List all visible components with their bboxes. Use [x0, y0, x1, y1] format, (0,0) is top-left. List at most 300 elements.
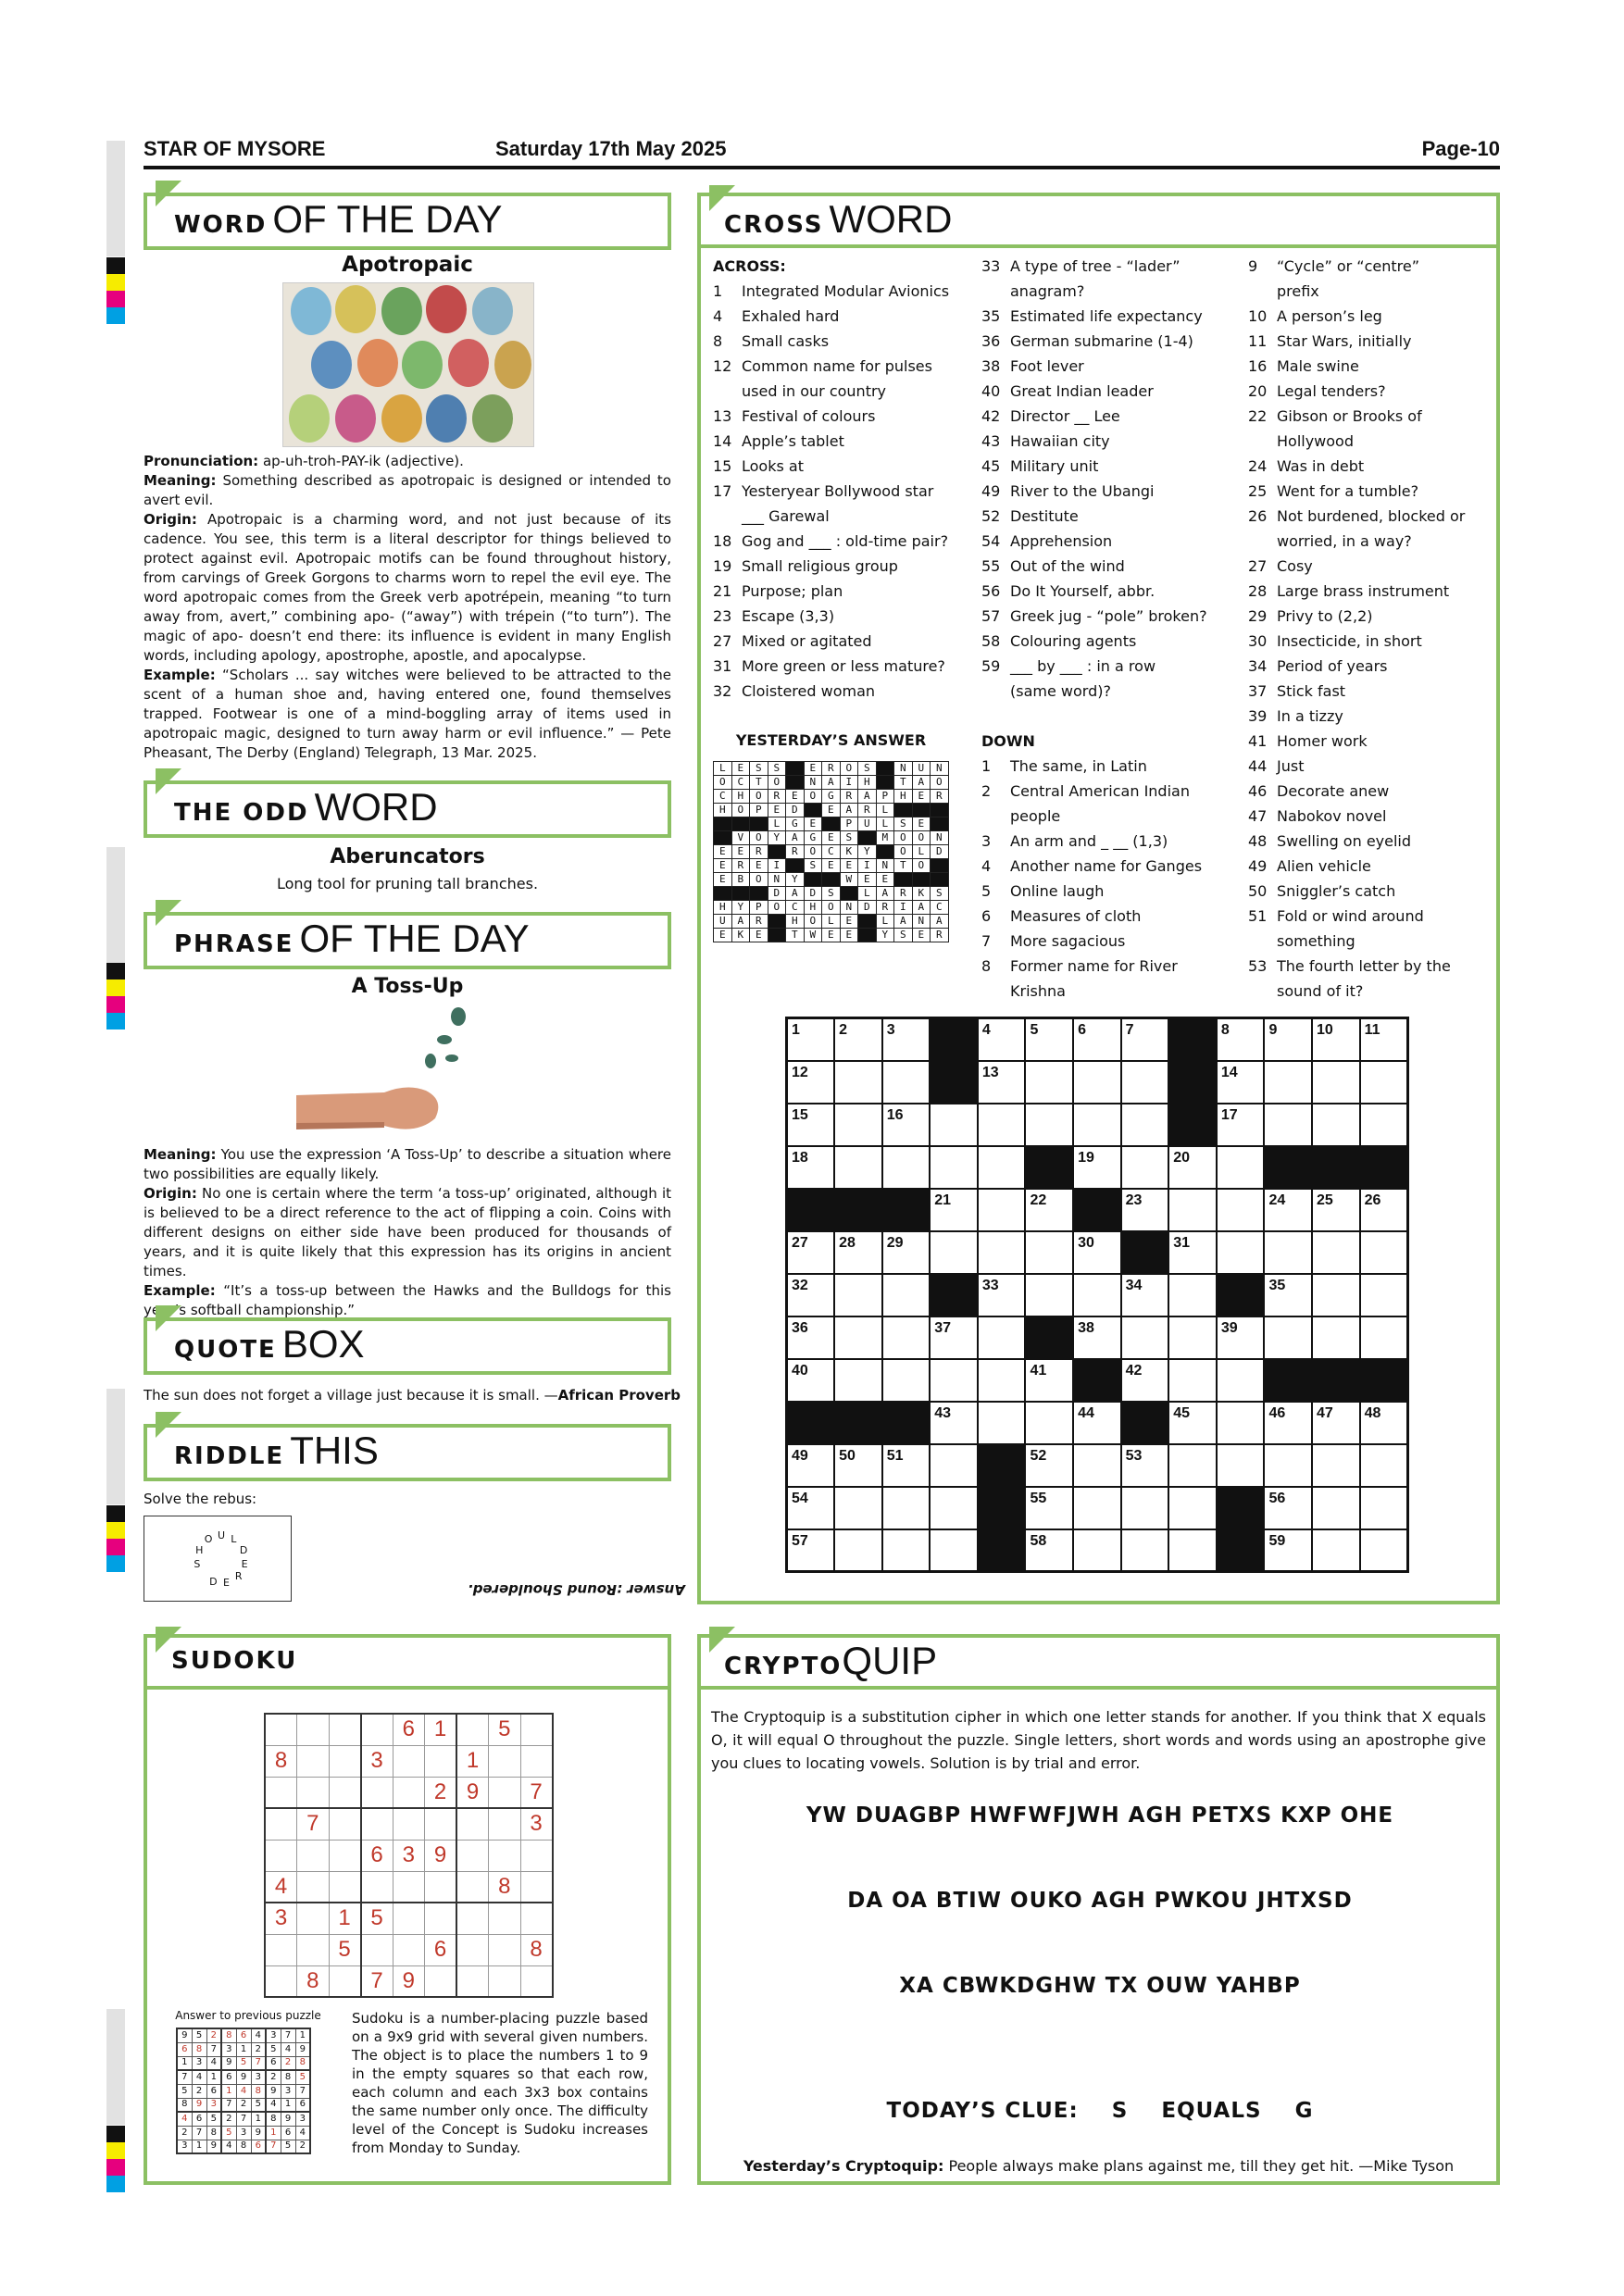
clue-text: Not burdened, blocked or: [1277, 507, 1466, 525]
prev-sudoku-cell: 4: [295, 2126, 310, 2140]
sudoku-cell[interactable]: [489, 1965, 521, 1997]
registration-mark: [106, 2126, 125, 2142]
answer-cell: E: [731, 845, 750, 859]
grid-cell: [930, 1359, 978, 1402]
clue-row: [1248, 729, 1498, 754]
answer-cell: R: [876, 901, 894, 915]
grid-cell: [834, 1316, 882, 1359]
sudoku-cell[interactable]: [425, 1871, 457, 1903]
phrase-origin: No one is certain where the term ‘a toss-up’ originated, although it is believed to be a direct reference to the act of flipping a coin. Coins with different designs on either side have been produced for thousands of years, and it is quite likely that this expression has its origins in ancient times.: [144, 1185, 671, 1279]
grid-cell: 43: [930, 1402, 978, 1444]
answer-cell: E: [750, 929, 768, 942]
black-square: [1264, 1359, 1312, 1402]
answer-black-square: [876, 776, 894, 790]
clue-row: [713, 554, 981, 579]
grid-cell: 40: [787, 1359, 835, 1402]
clue-number: [1248, 429, 1277, 454]
yesterday-answer-grid: [713, 761, 949, 942]
grid-cell: [978, 1189, 1026, 1231]
sudoku-cell[interactable]: [489, 1745, 521, 1777]
sudoku-cell[interactable]: 3: [393, 1840, 425, 1871]
sudoku-cell[interactable]: [297, 1714, 330, 1745]
prev-sudoku-cell: 7: [221, 2098, 236, 2112]
answer-cell: C: [822, 845, 841, 859]
sudoku-cell[interactable]: [297, 1745, 330, 1777]
black-square: [787, 1402, 835, 1444]
answer-cell: Y: [858, 845, 877, 859]
sudoku-cell[interactable]: [265, 1934, 297, 1965]
clue-text: used in our country: [742, 382, 887, 400]
clue-row: [981, 404, 1241, 429]
clue-row: [713, 354, 981, 379]
sudoku-cell[interactable]: [361, 1934, 394, 1965]
clue-number: 44: [1248, 757, 1268, 775]
clue-text: worried, in a way?: [1277, 532, 1412, 550]
sudoku-cell[interactable]: 5: [329, 1934, 361, 1965]
grid-cell: [978, 1359, 1026, 1402]
clue-text: In a tizzy: [1277, 707, 1343, 725]
clue-text: Military unit: [1010, 457, 1099, 475]
clue-number: 17: [713, 482, 732, 500]
sudoku-cell[interactable]: 8: [520, 1934, 553, 1965]
clue-row: [981, 854, 1241, 879]
clue-row: [1248, 579, 1498, 604]
clue-text: sound of it?: [1277, 982, 1364, 1000]
sudoku-cell[interactable]: [265, 1808, 297, 1840]
across-clues-col2: [981, 254, 1241, 1004]
grid-cell: 52: [1025, 1444, 1073, 1487]
sudoku-cell[interactable]: [425, 1965, 457, 1997]
sudoku-cell[interactable]: [393, 1745, 425, 1777]
sudoku-cell[interactable]: [456, 1965, 489, 1997]
grid-cell: [1264, 1061, 1312, 1104]
answer-cell: R: [931, 929, 949, 942]
rebus-letter: O: [204, 1533, 213, 1546]
prev-sudoku-cell: 3: [192, 2056, 206, 2070]
clue-text: Small casks: [742, 332, 830, 350]
sudoku-cell[interactable]: [297, 1871, 330, 1903]
sudoku-cell[interactable]: [456, 1903, 489, 1934]
sudoku-cell[interactable]: [361, 1714, 394, 1745]
black-square: [1360, 1359, 1408, 1402]
grid-cell: 19: [1073, 1146, 1121, 1189]
answer-black-square: [912, 873, 931, 887]
answer-black-square: [931, 859, 949, 873]
answer-cell: R: [768, 790, 786, 804]
sudoku-cell[interactable]: [425, 1903, 457, 1934]
clue-row: [713, 429, 981, 454]
sudoku-cell[interactable]: 7: [361, 1965, 394, 1997]
answer-cell: L: [714, 762, 732, 776]
prev-sudoku-cell: 2: [251, 2042, 266, 2056]
sudoku-cell[interactable]: [393, 1871, 425, 1903]
answer-black-square: [840, 887, 858, 901]
clue-row: [713, 379, 981, 404]
clue-row: [1248, 304, 1498, 329]
answer-black-square: [804, 873, 822, 887]
grid-cell: [1312, 1529, 1360, 1572]
grid-cell: [1121, 1487, 1169, 1529]
grid-cell: [834, 1061, 882, 1104]
prev-sudoku-cell: 3: [251, 2070, 266, 2084]
registration-mark: [106, 2159, 125, 2176]
sudoku-cell[interactable]: [520, 1871, 553, 1903]
answer-black-square: [822, 817, 841, 831]
registration-mark: [106, 980, 125, 996]
grid-cell: [1264, 1104, 1312, 1146]
clue-row: [713, 579, 981, 604]
clue-row: [981, 779, 1241, 804]
cryptoquip-intro: The Cryptoquip is a substitution cipher in which one letter stands for another. If you think that X equals O, it will equal O throughout the puzzle. Single letters, short words and words using an apostrophe give you clues to locating vowels. Solution is by trial and error.: [711, 1708, 1486, 1772]
prev-sudoku-cell: 2: [295, 2140, 310, 2153]
answer-cell: K: [840, 845, 858, 859]
clue-text: Foot lever: [1010, 357, 1084, 375]
grid-cell: [1121, 1061, 1169, 1104]
prev-sudoku-cell: 7: [251, 2056, 266, 2070]
clue-row: [713, 529, 981, 554]
answer-cell: D: [804, 887, 822, 901]
clue-number: 20: [1248, 382, 1268, 400]
prev-sudoku-cell: 1: [206, 2070, 221, 2084]
clue-number: 27: [1248, 557, 1268, 575]
clue-number: 32: [713, 682, 732, 700]
sudoku-cell[interactable]: [489, 1934, 521, 1965]
sudoku-cell[interactable]: [329, 1965, 361, 1997]
clue-number: 4: [981, 857, 992, 875]
header-rule: [144, 166, 1500, 169]
answer-black-square: [731, 887, 750, 901]
grid-cell: [930, 1104, 978, 1146]
grid-cell: [1360, 1104, 1408, 1146]
sudoku-cell[interactable]: [265, 1714, 297, 1745]
clue-number: 41: [1248, 732, 1268, 750]
clue-row: [713, 279, 981, 304]
answer-cell: A: [931, 915, 949, 929]
clue-number: 25: [1248, 482, 1268, 500]
prev-sudoku-cell: 6: [177, 2042, 192, 2056]
sudoku-cell[interactable]: [456, 1934, 489, 1965]
answer-cell: E: [840, 915, 858, 929]
sudoku-cell[interactable]: [297, 1840, 330, 1871]
black-square: [930, 1018, 978, 1061]
clue-number: 54: [981, 532, 1001, 550]
word-of-day-title: WORD OF THE DAY: [174, 197, 503, 241]
sudoku-cell[interactable]: [297, 1934, 330, 1965]
sudoku-cell[interactable]: 9: [425, 1840, 457, 1871]
answer-black-square: [876, 845, 894, 859]
answer-cell: E: [858, 873, 877, 887]
grid-cell: 44: [1073, 1402, 1121, 1444]
answer-cell: A: [858, 790, 877, 804]
sudoku-cell[interactable]: 5: [489, 1714, 521, 1745]
registration-mark: [106, 257, 125, 274]
sudoku-cell[interactable]: [489, 1808, 521, 1840]
clue-row: [1248, 804, 1498, 829]
sudoku-cell[interactable]: 6: [393, 1714, 425, 1745]
sudoku-cell[interactable]: [297, 1777, 330, 1808]
sudoku-cell[interactable]: [456, 1808, 489, 1840]
grid-cell: [882, 1359, 931, 1402]
sudoku-cell[interactable]: 8: [489, 1871, 521, 1903]
sudoku-cell[interactable]: [520, 1714, 553, 1745]
sudoku-cell[interactable]: [329, 1714, 361, 1745]
prev-sudoku-cell: 7: [236, 2112, 251, 2126]
sudoku-cell[interactable]: 9: [456, 1777, 489, 1808]
prev-sudoku-cell: 9: [221, 2056, 236, 2070]
grid-cell: 42: [1121, 1359, 1169, 1402]
answer-cell: S: [804, 859, 822, 873]
grid-cell: 57: [787, 1529, 835, 1572]
grid-cell: 55: [1025, 1487, 1073, 1529]
clue-text: Apple’s tablet: [742, 432, 844, 450]
grid-cell: 41: [1025, 1359, 1073, 1402]
answer-cell: O: [750, 790, 768, 804]
yesterday-cryptoquip: Yesterday’s Cryptoquip: People always make plans against me, till they get hit. —Mike Tyson: [743, 2157, 1455, 2175]
answer-cell: H: [714, 804, 732, 817]
clue-number: 15: [713, 457, 732, 475]
clue-text: Apprehension: [1010, 532, 1113, 550]
grid-cell: [1121, 1146, 1169, 1189]
odd-word-definition: Long tool for pruning tall branches.: [276, 875, 539, 892]
answer-cell: D: [858, 901, 877, 915]
sudoku-cell[interactable]: 8: [297, 1965, 330, 1997]
black-square: [1168, 1061, 1217, 1104]
answer-cell: K: [731, 929, 750, 942]
across-clues-col1: [713, 254, 981, 704]
black-square: [834, 1402, 882, 1444]
answer-black-square: [786, 762, 805, 776]
prev-sudoku-cell: 9: [177, 2028, 192, 2042]
sudoku-cell[interactable]: [393, 1808, 425, 1840]
clue-text: Another name for Ganges: [1010, 857, 1203, 875]
rebus-letter: H: [195, 1543, 204, 1556]
answer-cell: S: [894, 929, 913, 942]
clue-number: 58: [981, 632, 1001, 650]
prev-sudoku-cell: 7: [206, 2042, 221, 2056]
answer-cell: A: [876, 887, 894, 901]
prev-sudoku-cell: 6: [251, 2140, 266, 2153]
prev-sudoku-cell: 5: [295, 2070, 310, 2084]
prev-sudoku-cell: 6: [281, 2126, 295, 2140]
phrase-text: A Toss-Up: [351, 975, 464, 998]
answer-cell: N: [912, 915, 931, 929]
prev-sudoku-cell: 2: [221, 2112, 236, 2126]
clue-text: Colouring agents: [1010, 632, 1137, 650]
sudoku-cell[interactable]: [520, 1840, 553, 1871]
clue-text: Festival of colours: [742, 407, 876, 425]
clue-text: Hollywood: [1277, 432, 1354, 450]
grid-cell: 53: [1121, 1444, 1169, 1487]
grid-cell: 6: [1073, 1018, 1121, 1061]
clue-row: [1248, 379, 1498, 404]
prev-sudoku-cell: 4: [281, 2042, 295, 2056]
answer-cell: V: [731, 831, 750, 845]
clue-text: More sagacious: [1010, 932, 1126, 950]
clue-text: Legal tenders?: [1277, 382, 1386, 400]
sudoku-cell[interactable]: [393, 1903, 425, 1934]
clue-row: [981, 254, 1241, 279]
sudoku-cell[interactable]: [489, 1777, 521, 1808]
grid-cell: 54: [787, 1487, 835, 1529]
registration-mark: [106, 996, 125, 1013]
clue-text: Was in debt: [1277, 457, 1365, 475]
sudoku-cell[interactable]: 7: [297, 1808, 330, 1840]
grid-cell: 49: [787, 1444, 835, 1487]
sudoku-cell[interactable]: [265, 1965, 297, 1997]
sudoku-cell[interactable]: 2: [425, 1777, 457, 1808]
sudoku-cell[interactable]: 9: [393, 1965, 425, 1997]
grid-cell: [882, 1274, 931, 1316]
clue-text: Male swine: [1277, 357, 1359, 375]
sudoku-cell[interactable]: [393, 1934, 425, 1965]
clue-text: An arm and _ __ (1,3): [1010, 832, 1168, 850]
prev-sudoku-cell: 1: [281, 2098, 295, 2112]
sudoku-cell[interactable]: [393, 1777, 425, 1808]
phrase-body: Meaning: You use the expression ‘A Toss-Up’ to describe a situation where two possibilities are equally likely. Origin: No one is certain where the term ‘a toss-up’ originated, although it is believed to be a direct reference to the act of flipping a coin. Coins with different designs on either side have been produced for thousands of years, and it is quite likely that this expression has its origins in ancient times. Example: “It’s a toss-up between the Hawks and the Bulldogs for this year’s softball championship.”: [144, 1146, 671, 1318]
grid-cell: [882, 1146, 931, 1189]
prev-sudoku-cell: 2: [206, 2028, 221, 2042]
sudoku-cell[interactable]: 1: [425, 1714, 457, 1745]
sudoku-cell[interactable]: [265, 1777, 297, 1808]
sudoku-cell[interactable]: [329, 1745, 361, 1777]
answer-cell: I: [768, 859, 786, 873]
prev-sudoku-cell: 1: [221, 2084, 236, 2098]
prev-sudoku-cell: 9: [236, 2070, 251, 2084]
sudoku-cell[interactable]: [329, 1808, 361, 1840]
sudoku-cell[interactable]: [361, 1871, 394, 1903]
clue-row: [981, 754, 1241, 779]
registration-bar: [106, 847, 125, 963]
grid-cell: [834, 1359, 882, 1402]
sudoku-cell[interactable]: [489, 1840, 521, 1871]
prev-sudoku-cell: 1: [177, 2056, 192, 2070]
answer-cell: O: [931, 776, 949, 790]
answer-cell: P: [840, 817, 858, 831]
grid-cell: [978, 1104, 1026, 1146]
sudoku-cell[interactable]: 5: [361, 1903, 394, 1934]
sudoku-cell[interactable]: [520, 1965, 553, 1997]
sudoku-cell[interactable]: [456, 1714, 489, 1745]
sudoku-cell[interactable]: [329, 1777, 361, 1808]
prev-sudoku-cell: 7: [266, 2140, 281, 2153]
black-square: [1073, 1189, 1121, 1231]
prev-sudoku-cell: 3: [295, 2112, 310, 2126]
sudoku-cell[interactable]: [520, 1903, 553, 1934]
sudoku-cell[interactable]: [329, 1840, 361, 1871]
clue-text: Stick fast: [1277, 682, 1346, 700]
prev-sudoku-cell: 8: [192, 2042, 206, 2056]
answer-cell: O: [768, 776, 786, 790]
answer-black-square: [768, 929, 786, 942]
sudoku-cell[interactable]: [489, 1903, 521, 1934]
grid-cell: [1217, 1231, 1265, 1274]
sudoku-cell[interactable]: [265, 1840, 297, 1871]
sudoku-cell[interactable]: [456, 1871, 489, 1903]
grid-cell: [1312, 1061, 1360, 1104]
sudoku-cell[interactable]: 3: [520, 1808, 553, 1840]
sudoku-cell[interactable]: 6: [425, 1934, 457, 1965]
sudoku-cell[interactable]: [520, 1745, 553, 1777]
clue-number: 30: [1248, 632, 1268, 650]
quote-text: The sun does not forget a village just because it is small. —African Proverb: [144, 1387, 681, 1404]
clue-row: [981, 579, 1241, 604]
clue-number: 48: [1248, 832, 1268, 850]
odd-word: Aberuncators: [330, 845, 485, 868]
answer-cell: A: [894, 915, 913, 929]
clue-number: 45: [981, 457, 1001, 475]
clue-number: 7: [981, 932, 992, 950]
answer-cell: S: [894, 817, 913, 831]
prev-sudoku-cell: 6: [266, 2056, 281, 2070]
grid-cell: [1217, 1444, 1265, 1487]
clue-number: 19: [713, 557, 732, 575]
grid-cell: [834, 1529, 882, 1572]
sudoku-cell[interactable]: 7: [520, 1777, 553, 1808]
clue-text: (same word)?: [1010, 682, 1111, 700]
black-square: [882, 1189, 931, 1231]
clue-number: 18: [713, 532, 732, 550]
grid-cell: 46: [1264, 1402, 1312, 1444]
sudoku-cell[interactable]: 8: [265, 1745, 297, 1777]
grid-cell: [1360, 1487, 1408, 1529]
grid-cell: [930, 1444, 978, 1487]
clue-text: German submarine (1-4): [1010, 332, 1193, 350]
answer-cell: I: [858, 859, 877, 873]
word-of-day-word: Apotropaic: [342, 253, 473, 277]
answer-cell: H: [804, 901, 822, 915]
clue-number: 51: [1248, 907, 1268, 925]
sudoku-cell[interactable]: [297, 1903, 330, 1934]
grid-cell: [1168, 1529, 1217, 1572]
answer-cell: O: [894, 845, 913, 859]
grid-cell: 34: [1121, 1274, 1169, 1316]
clue-number: 29: [1248, 607, 1268, 625]
clue-number: [981, 279, 1010, 304]
grid-cell: 32: [787, 1274, 835, 1316]
sudoku-title: SUDOKU: [171, 1647, 298, 1675]
cryptoquip-line-2: DA OA BTIW OUKO AGH PWKOU JHTXSD: [847, 1889, 1353, 1913]
prev-sudoku-cell: 1: [236, 2042, 251, 2056]
clue-number: 39: [1248, 707, 1268, 725]
clue-number: 2: [981, 782, 992, 800]
clue-row: [713, 479, 981, 504]
sudoku-cell[interactable]: 6: [361, 1840, 394, 1871]
answer-cell: H: [858, 776, 877, 790]
clue-text: Sniggler’s catch: [1277, 882, 1396, 900]
grid-cell: 48: [1360, 1402, 1408, 1444]
grid-cell: [1121, 1529, 1169, 1572]
grid-cell: [1217, 1402, 1265, 1444]
sudoku-cell[interactable]: [425, 1808, 457, 1840]
sudoku-cell[interactable]: 3: [265, 1903, 297, 1934]
sudoku-cell[interactable]: [456, 1840, 489, 1871]
grid-cell: 5: [1025, 1018, 1073, 1061]
sudoku-cell[interactable]: 4: [265, 1871, 297, 1903]
sudoku-cell[interactable]: [361, 1777, 394, 1808]
sudoku-cell[interactable]: [361, 1808, 394, 1840]
sudoku-cell[interactable]: [329, 1871, 361, 1903]
sudoku-cell[interactable]: 1: [456, 1745, 489, 1777]
sudoku-cell[interactable]: 1: [329, 1903, 361, 1934]
prev-sudoku-cell: 2: [236, 2098, 251, 2112]
answer-cell: E: [822, 831, 841, 845]
grid-cell: [834, 1104, 882, 1146]
answer-cell: R: [731, 859, 750, 873]
sudoku-cell[interactable]: [425, 1745, 457, 1777]
answer-cell: O: [912, 859, 931, 873]
sudoku-cell[interactable]: 3: [361, 1745, 394, 1777]
grid-cell: [1025, 1061, 1073, 1104]
